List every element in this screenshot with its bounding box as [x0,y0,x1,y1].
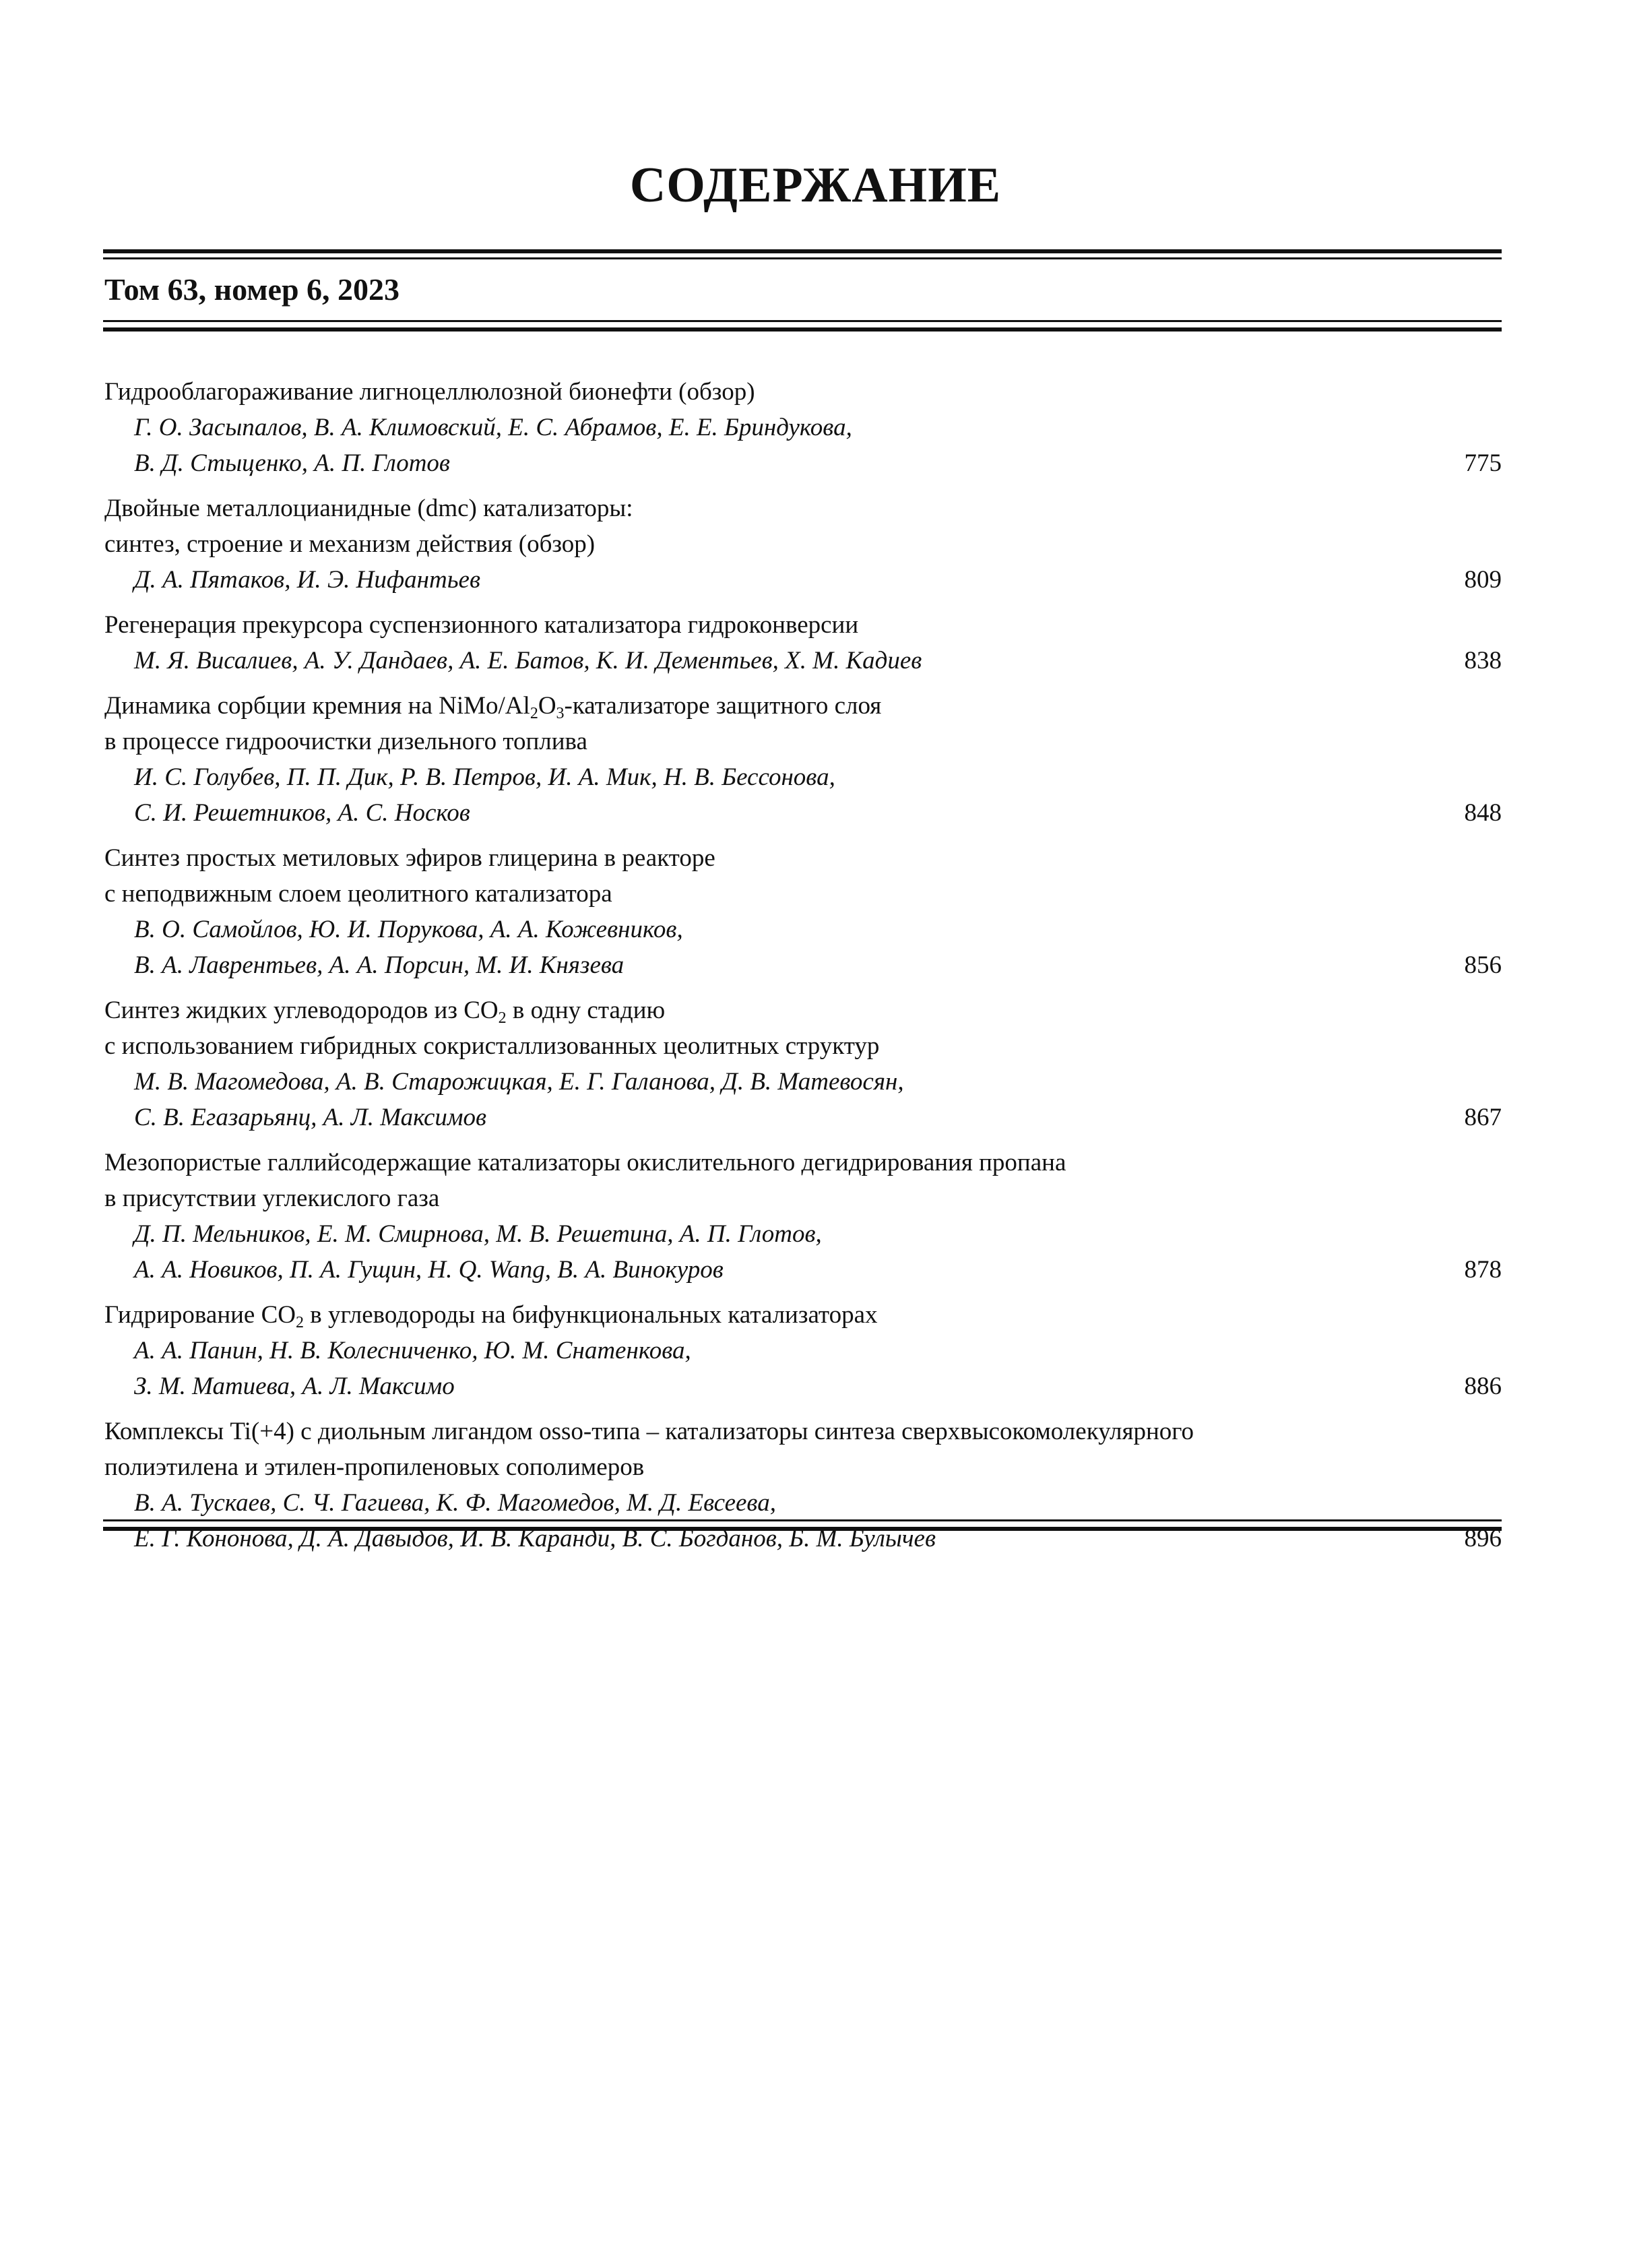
bottom-rule-thick [103,1527,1502,1531]
toc-entry[interactable] [104,993,1502,1135]
entry-authors-line: Е. Г. Кононова, Д. А. Давыдов, И. В. Каранди, В. С. Богданов, Б. М. Булычев [134,1525,936,1552]
toc-entry[interactable] [104,491,1502,598]
entry-authors-line: Д. П. Мельников, Е. М. Смирнова, М. В. Решетина, А. П. Глотов, [134,1220,822,1248]
entry-title-line: Синтез простых метиловых эфиров глицерина в реакторе [104,844,715,872]
entry-page-number: 775 [1464,449,1502,477]
entry-authors-line: Г. О. Засыпалов, В. А. Климовский, Е. С. Абрамов, Е. Е. Бриндукова, [134,414,852,441]
entry-page-number: 838 [1464,647,1502,674]
toc-entry[interactable] [104,1145,1502,1288]
toc-entry[interactable] [104,607,1502,679]
entry-title-line: Мезопористые галлийсодержащие катализаторы окислительного дегидрирования пропана [104,1149,1066,1176]
entry-authors-line: С. В. Егазарьянц, А. Л. Максимов [134,1104,487,1131]
toc-entry[interactable] [104,688,1502,831]
entry-title-line: с использованием гибридных сокристаллизованных цеолитных структур [104,1032,880,1060]
entry-title-line: Синтез жидких углеводородов из $CO_2$ в одну стадию [104,997,666,1027]
entry-title-line: Двойные металлоцианидные (dmc) катализаторы: [104,495,633,522]
entry-page-number: 878 [1464,1256,1502,1284]
entry-title-line: Регенерация прекурсора суспензионного катализатора гидроконверсии [104,611,859,639]
issue-rule-thin [103,320,1502,322]
entry-title-line: в процессе гидроочистки дизельного топлива [104,728,587,755]
entry-authors-line: А. А. Новиков, П. А. Гущин, H. Q. Wang, В. А. Винокуров [134,1256,724,1284]
issue-info: Том 63, номер 6, 2023 [104,272,400,307]
entry-page-number: 896 [1464,1525,1502,1552]
toc-entry[interactable] [104,1297,1502,1404]
toc-entry[interactable] [104,1414,1502,1556]
entry-title-line: Гидрооблагораживание лигноцеллюлозной бионефти (обзор) [104,378,755,406]
entry-authors-line: В. О. Самойлов, Ю. И. Порукова, А. А. Кожевников, [134,916,683,943]
entry-authors-line: В. А. Лаврентьев, А. А. Порсин, М. И. Князева [134,951,625,979]
entry-authors-line: Д. А. Пятаков, И. Э. Нифантьев [134,566,481,594]
entry-authors-line: В. Д. Стыценко, А. П. Глотов [134,449,450,477]
page-title: СОДЕРЖАНИЕ [629,158,1002,213]
entry-title-line: с неподвижным слоем цеолитного катализатора [104,880,612,908]
entry-page-number: 867 [1464,1104,1502,1131]
entry-title-line: полиэтилена и этилен-пропиленовых сополимеров [104,1453,645,1481]
entry-title-line: синтез, строение и механизм действия (обзор) [104,530,596,558]
top-rule-thin [103,257,1502,259]
entry-authors-line: М. В. Магомедова, А. В. Старожицкая, Е. Г. Галанова, Д. В. Матевосян, [134,1068,904,1096]
entry-title-line: Комплексы Ti(+4) с диольным лигандом osso-типа – катализаторы синтеза сверхвысокомолекулярного [104,1418,1194,1445]
entry-title-line: Гидрирование $CO_2$ в углеводороды на бифункциональных катализаторах [104,1301,878,1331]
entry-title-line: в присутствии углекислого газа [104,1185,440,1212]
entry-authors-line: А. А. Панин, Н. В. Колесниченко, Ю. М. Снатенкова, [134,1337,691,1364]
top-rule-thick [103,249,1502,253]
entry-page-number: 809 [1464,566,1502,594]
entry-authors-line: С. И. Решетников, А. С. Носков [134,799,470,827]
entry-authors-line: З. М. Матиева, А. Л. Максимо [134,1373,455,1400]
entry-authors-line: В. А. Тускаев, С. Ч. Гагиева, К. Ф. Магомедов, М. Д. Евсеева, [134,1489,776,1517]
entry-page-number: 886 [1464,1373,1502,1400]
entry-page-number: 856 [1464,951,1502,979]
toc-list [104,374,1502,1566]
toc-entry[interactable] [104,840,1502,983]
issue-rule-thick [103,327,1502,332]
entry-authors-line: М. Я. Висалиев, А. У. Дандаев, А. Е. Батов, К. И. Дементьев, Х. М. Кадиев [134,647,922,674]
bottom-rule-thin [103,1519,1502,1521]
entry-authors-line: И. С. Голубев, П. П. Дик, Р. В. Петров, И. А. Мик, Н. В. Бессонова, [134,763,835,791]
entry-title-line: Динамика сорбции кремния на NiMo/$Al_2O_3$-катализаторе защитного слоя [104,692,882,722]
toc-entry[interactable] [104,374,1502,481]
entry-page-number: 848 [1464,799,1502,827]
